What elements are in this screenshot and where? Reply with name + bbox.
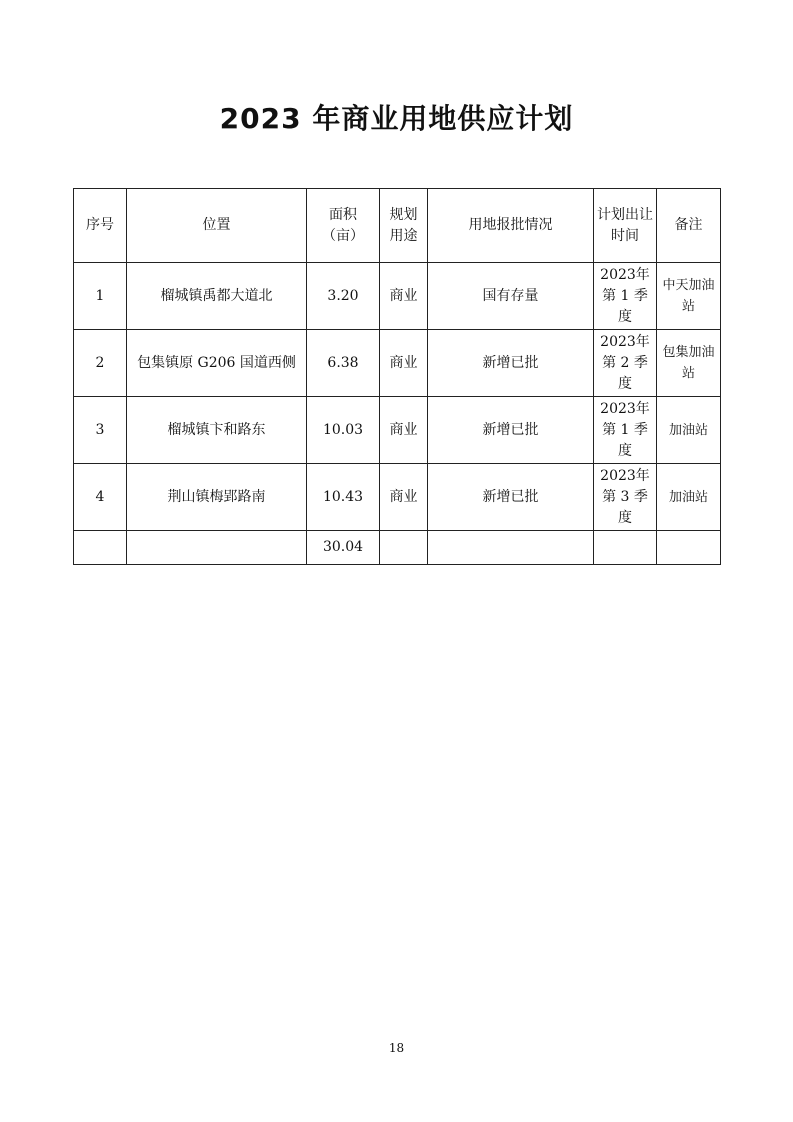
cell-approval: 国有存量 [428, 263, 594, 330]
cell-remark-text: 中天加油站 [662, 278, 715, 314]
cell-empty [74, 531, 127, 565]
cell-remark [657, 330, 721, 397]
cell-remark-text: 包集加油站 [662, 345, 715, 381]
table-row [74, 397, 721, 464]
header-area [307, 189, 380, 263]
cell-use: 商业 [380, 397, 428, 464]
header-no: 序号 [74, 189, 127, 263]
cell-remark [657, 263, 721, 330]
cell-schedule [594, 263, 657, 330]
header-location: 位置 [127, 189, 307, 263]
cell-area: 6.38 [307, 330, 380, 397]
cell-no: 1 [74, 263, 127, 330]
cell-empty [657, 531, 721, 565]
cell-use: 商业 [380, 263, 428, 330]
page-title: 2023 年商业用地供应计划 [219, 102, 574, 135]
cell-no: 3 [74, 397, 127, 464]
table-header-row [74, 189, 721, 263]
land-supply-table [73, 188, 721, 565]
cell-area: 10.03 [307, 397, 380, 464]
cell-schedule [594, 397, 657, 464]
cell-schedule [594, 464, 657, 531]
header-use-text: 规划用途 [389, 206, 418, 244]
cell-area: 3.20 [307, 263, 380, 330]
header-area-text: 面积（亩） [322, 206, 364, 244]
cell-schedule-text: 2023年第 1 季度 [600, 400, 650, 459]
cell-empty [127, 531, 307, 565]
cell-approval: 新增已批 [428, 330, 594, 397]
cell-empty [380, 531, 428, 565]
cell-remark: 加油站 [657, 397, 721, 464]
table-row [74, 263, 721, 330]
table-total-row [74, 531, 721, 565]
cell-no: 2 [74, 330, 127, 397]
cell-location: 包集镇原 G206 国道西侧 [127, 330, 307, 397]
table-row [74, 330, 721, 397]
cell-approval: 新增已批 [428, 464, 594, 531]
cell-total-area: 30.04 [307, 531, 380, 565]
cell-approval: 新增已批 [428, 397, 594, 464]
cell-schedule-text: 2023年第 3 季度 [600, 467, 650, 526]
cell-empty [594, 531, 657, 565]
cell-remark: 加油站 [657, 464, 721, 531]
cell-location: 荆山镇梅郢路南 [127, 464, 307, 531]
header-schedule-text: 计划出让时间 [597, 206, 653, 244]
cell-location: 榴城镇卞和路东 [127, 397, 307, 464]
cell-no: 4 [74, 464, 127, 531]
cell-area: 10.43 [307, 464, 380, 531]
header-remark: 备注 [657, 189, 721, 263]
page-number: 18 [388, 1041, 405, 1055]
cell-empty [428, 531, 594, 565]
cell-schedule [594, 330, 657, 397]
cell-use: 商业 [380, 464, 428, 531]
cell-location: 榴城镇禹都大道北 [127, 263, 307, 330]
header-use [380, 189, 428, 263]
cell-use: 商业 [380, 330, 428, 397]
header-schedule [594, 189, 657, 263]
table-row [74, 464, 721, 531]
cell-schedule-text: 2023年第 2 季度 [600, 333, 650, 392]
cell-schedule-text: 2023年第 1 季度 [600, 266, 650, 325]
header-approval: 用地报批情况 [428, 189, 594, 263]
